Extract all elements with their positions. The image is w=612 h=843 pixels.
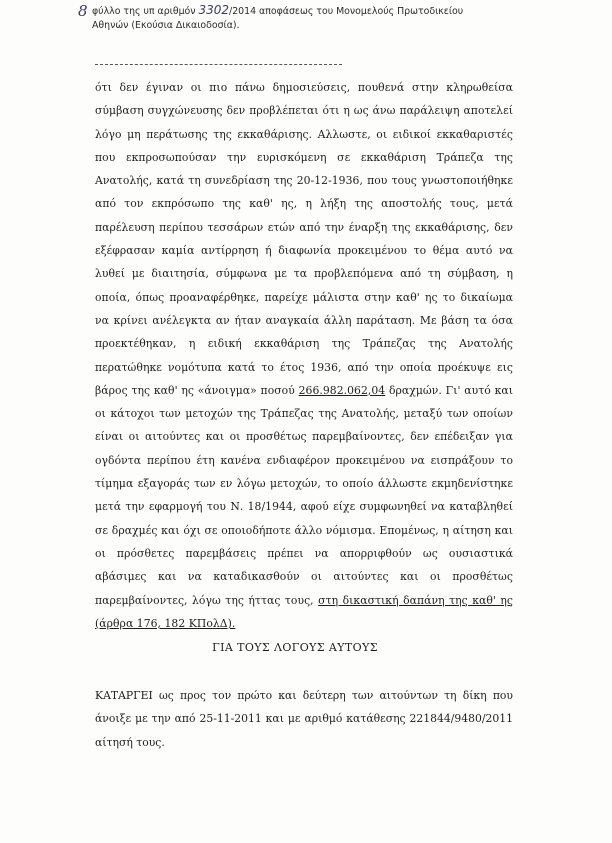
sheet-number-handwritten: 8 [78, 2, 88, 20]
header-suffix: /2014 αποφάσεως του Μονομελούς Πρωτοδικείου [229, 6, 464, 17]
body-text-part-1: ότι δεν έγιναν οι πιο πάνω δημοσιεύσεις, πουθενά στην κληρωθείσα σύμβαση συγχώνευσης δεν προβλέπεται ότι η ως άνω παράλειψη αποτελεί λόγο μη περάτωσης της εκκαθάρισης. Αλλωστε, οι ειδικοί εκκαθαριστές που εκπροσωπούσαν την ευρισκόμενη σε εκκαθάριση Τράπεζα της Ανατολής, κατά τη συνεδρίαση της 20-12-1936, που τους γνωστοποιήθηκε από τον εκπρόσωπο της καθ' ης, η λήξη της αποστολής τους, μετά παρέλευση περίπου τεσσάρων ετών από την έναρξη της εκκαθάρισης, δεν εξέφρασαν καμία αντίρρηση ή διαφωνία προκειμένου το θέμα αυτό να λυθεί με διαιτησία, σύμφωνα με τα προβλεπόμενα από τη σύμβαση, η οποία, όπως προαναφέρθηκε, παρείχε μάλιστα στην καθ' ης το δικαίωμα να κρίνει ανέλεγκτα αν ήταν αναγκαία άλλη παράταση. Με βάση τα όσα προεκτέθηκαν, η ειδική εκκαθάριση της Τράπεζας της Ανατολής περατώθηκε νομότυπα κατά το έτος 1936, από την οποία προέκυψε εις βάρος της καθ' ης «άνοιγμα» ποσού [95, 81, 513, 397]
body-paragraph-text [95, 76, 513, 635]
header-divider [95, 64, 342, 65]
body-text-part-2: δραχμών. Γι' αυτό και οι κάτοχοι των μετοχών της Τράπεζας της Ανατολής, μεταξύ των οποίων είναι οι αιτούντες και οι προσθέτως παρεμβαίνοντες, δεν επέδειξαν για ογδόντα περίπου έτη κανένα ενδιαφέρον προκειμένου να εισπράξουν το τίμημα εξαγοράς των εν λόγω μετοχών, το οποίο άλλωστε εκμηδενίστηκε μετά την εφαρμογή του Ν. 18/1944, αφού είχε συμφωνηθεί να καταβληθεί σε δραχμές και όχι σε οποιοδήποτε άλλο νόμισμα. Επομένως, η αίτηση και οι πρόσθετες παρεμβάσεις πρέπει να απορριφθούν ως ουσιαστικά αβάσιμες και να καταδικασθούν οι αιτούντες και οι προσθέτως παρεμβαίνοντες, λόγω της ήττας τους, [95, 383, 514, 607]
verdict-paragraph [95, 684, 513, 754]
header-line-2: Αθηνών (Εκούσια Δικαιοδοσία). [92, 20, 240, 31]
body-paragraph [95, 76, 513, 635]
section-heading: ΓΙΑ ΤΟΥΣ ΛΟΓΟΥΣ ΑΥΤΟΥΣ [212, 641, 378, 654]
decision-number-handwritten: 3302 [198, 3, 230, 17]
header-prefix: φύλλο της υπ αριθμόν [92, 6, 196, 17]
verdict-text: ΚΑΤΑΡΓΕΙ ως προς τον πρώτο και δεύτερη των αιτούντων τη δίκη που άνοιξε με την από 25-11-2011 και με αριθμό κατάθεσης 221844/9480/2011 αίτησή τους. [95, 689, 513, 749]
amount-value: 266.982.062,04 [298, 383, 386, 397]
header-line-1 [92, 3, 607, 19]
page-header [92, 3, 607, 33]
cost-clause: στη δικαστική δαπάνη της καθ' ης (άρθρα 176, 182 ΚΠολΔ). [95, 593, 514, 630]
